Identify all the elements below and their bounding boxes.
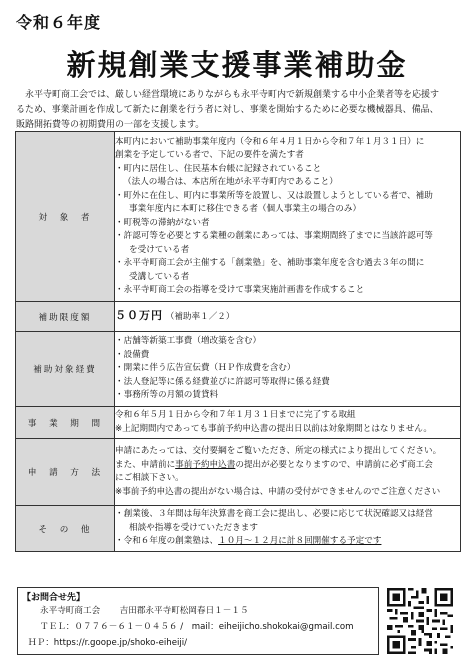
apply-text: の提出が必要となりますので、申請前に必ず商工会 [235,459,433,470]
apply-line: にご相談下さい。 [115,473,184,483]
period-line: 令和６年５月１日から令和７年１月３１日までに完了する取組 [115,410,356,420]
other-line [115,535,460,549]
target-line: 創業を予定している者で、下記の要件を満たす者 [115,150,304,160]
row-period [16,407,461,439]
expense-item: ・開業に伴う広告宣伝費（ＨＰ作成費を含む） [115,363,296,374]
expense-item: ・事務所等の月額の賃貸料 [115,390,219,401]
label-limit: 補助限度額 [16,302,115,332]
row-apply [16,439,461,506]
target-line: ・町税等の滞納がない者 [115,217,210,228]
contact-tel: ＴＥＬ：０７７６－６１－０４５６ [40,622,178,632]
value-period [115,407,461,439]
row-other [16,506,461,552]
expense-item: ・設備費 [115,349,150,360]
target-line: ・許認可等を必要とする業種の創業にあっては、事業期間終了までに当該許認可等 [115,231,433,241]
contact-address: 吉田郡永平寺町松岡春日１－１５ [119,606,249,616]
value-limit [115,302,461,332]
value-target [115,132,461,302]
year-label: 令和６年度 [16,13,102,32]
contact-heading: 【お問合せ先】 [22,593,86,603]
row-expenses [16,332,461,407]
value-expenses [115,332,461,407]
label-target: 対 象 者 [16,132,115,302]
label-expenses: 補助対象経費 [16,332,115,407]
contact-mail[interactable]: / mail：eiheijicho.shokokai@gmail.com [180,622,354,632]
target-line: 事業年度内に本町に移住できる者（個人事業主の場合のみ） [129,204,362,214]
contact-org: 永平寺町商工会 [40,606,101,616]
contact-hp-link[interactable]: ＨＰ：https://r.goope.jp/shoko-eiheiji/ [28,638,188,648]
contact-phone-row [40,620,353,632]
contact-box [17,587,379,655]
target-line: 受講している者 [129,271,190,282]
target-line: ・町内に居住し、住民基本台帳に記録されていること [115,163,322,174]
label-period: 事 業 期 間 [16,407,115,439]
intro-paragraph [16,88,462,133]
contact-hp-row [28,636,187,648]
contact-org-row [40,604,249,616]
other-line: ・創業後、３年間は毎年決算書を商工会に提出し、必要に応じて状況確認又は経営 [115,509,433,520]
value-other [115,506,461,552]
label-other: そ の 他 [16,506,115,552]
limit-amount: ５０万円 [115,308,163,322]
target-line: を受けている者 [129,244,190,255]
apply-underlined: 事前予約申込書 [175,459,236,470]
value-apply [115,439,461,506]
other-text: ・令和６年度の創業塾は、 [115,536,219,547]
intro-line: 販路開拓費等の初期費用の一部を支援します。 [16,120,205,130]
other-line: 相談や指導を受けていただきます [129,522,258,533]
expense-item: ・法人登記等に係る経費並びに許認可等取得に係る経費 [115,376,330,387]
apply-note: ※事前予約申込書の提出がない場合は、申請の受付ができませんのでご注意ください [115,486,441,497]
page-title: 新規創業支援事業補助金 [66,48,408,82]
info-table [15,131,461,552]
intro-line: 永平寺町商工会では、厳しい経営環境にありながらも永平寺町内で新規創業する中小企業者等を応援す [16,90,440,100]
row-target [16,132,461,302]
expense-item: ・店舗等新築工事費（増改築を含む） [115,336,262,347]
apply-text: また、申請前に [115,459,176,470]
qr-code-icon [387,588,453,654]
target-line: ・町外に在住し、町内に事業所等を設置し、又は設置しようとしている者で、補助 [115,190,433,201]
other-underlined: １０月～１２月に計８回開催する予定です [218,536,382,547]
limit-rate: （補助率１／２） [165,311,235,322]
target-line: （法人の場合は、本店所在地が永平寺町内であること） [123,177,338,187]
apply-line: 申請にあたっては、交付要綱をご覧いただき、所定の様式により提出してください。 [115,446,442,456]
target-line: 本町内において補助事業年度内（令和６年４月１日から令和７年１月３１日）に [115,136,425,147]
period-note: ※上記期間内であっても事前予約申込書の提出日以前は対象期間とはなりません。 [115,423,433,434]
intro-line: るため、事業計画を作成して新たに創業を行う者に対し、事業を開始するために必要な機械器具、備品、 [16,105,439,115]
label-apply: 申 請 方 法 [16,439,115,506]
apply-line [115,459,460,473]
target-line: ・永平寺町商工会が主催する「創業塾」を、補助事業年度を含む過去３年の間に [115,258,425,268]
row-limit [16,302,461,332]
target-line: ・永平寺町商工会の指導を受けて事業実施計画書を作成すること [115,285,365,295]
